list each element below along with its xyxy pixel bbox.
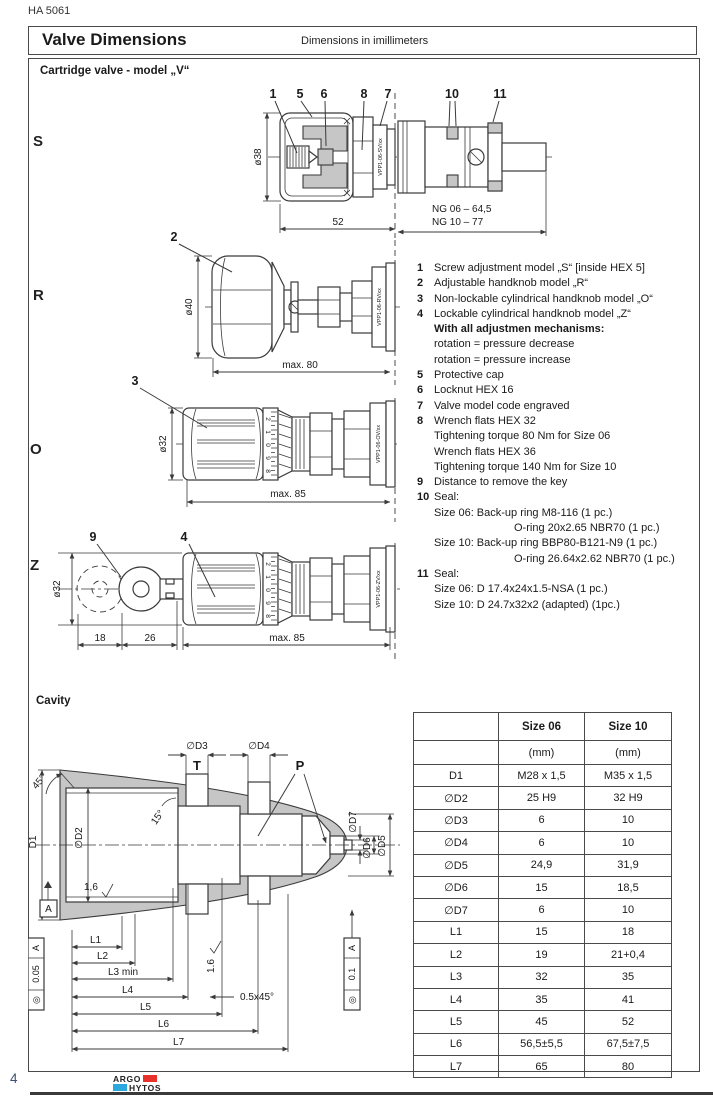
- legend-item: Size 10: D 24.7x32x2 (adapted) (1pc.): [434, 598, 620, 611]
- dim-dia38: ø38: [253, 148, 264, 166]
- valve-drawing-s: [253, 87, 552, 238]
- label-l7: L7: [173, 1037, 185, 1048]
- label-d5: ∅D5: [377, 835, 388, 857]
- argo-hytos-logo: [113, 1074, 161, 1092]
- model-code-o: VPP1-06-OV/xx: [376, 424, 382, 464]
- dim-dia32-z: ø32: [52, 580, 63, 598]
- model-letter-r: R: [33, 287, 44, 304]
- table-row: L4 35 41: [414, 988, 672, 1010]
- table-row: L5 45 52: [414, 1011, 672, 1033]
- legend-item: 7 Valve model code engraved: [417, 399, 570, 412]
- dim-dia32-o: ø32: [158, 435, 169, 453]
- label-l2: L2: [97, 951, 109, 962]
- dim-dia40: ø40: [184, 298, 195, 316]
- dim-max85-o: max. 85: [270, 489, 306, 500]
- callout-2: 2: [170, 230, 178, 244]
- dim-max80: max. 80: [282, 360, 318, 371]
- svg-text:0: 0: [264, 443, 271, 447]
- label-d6: ∅D6: [362, 837, 373, 859]
- legend-item: 11 Seal:: [417, 567, 460, 580]
- valve-drawing-o: [132, 374, 400, 522]
- dim-max85-z: max. 85: [269, 633, 305, 644]
- legend-item: Tightening torque 80 Nm for Size 06: [434, 430, 611, 443]
- cartridge-valve-heading: Cartridge valve - model „V“: [40, 65, 190, 77]
- tolerance-frame-right: [344, 910, 360, 1010]
- table-cell: [414, 741, 499, 765]
- page-number: 4: [10, 1071, 18, 1086]
- dim-ng10: NG 10 – 77: [432, 217, 484, 228]
- port-t-label: T: [193, 758, 201, 773]
- legend-item: 4 Lockable cylindrical handknob model „Z“: [417, 307, 631, 320]
- valve-drawing-z: [52, 530, 400, 662]
- dim-ng06: NG 06 – 64,5: [432, 204, 492, 215]
- svg-text:A: A: [31, 944, 41, 952]
- model-letter-o: O: [30, 441, 42, 458]
- logo-cyan-rect-icon: [113, 1084, 127, 1091]
- legend-item: O-ring 20x2.65 NBR70 (1 pc.): [514, 522, 660, 535]
- dim-52: 52: [332, 217, 344, 228]
- label-15deg: 15°: [149, 808, 167, 827]
- label-l3: L3 min: [108, 967, 139, 978]
- table-row: ∅D3 6 10: [414, 809, 672, 831]
- svg-text:◎: ◎: [31, 996, 41, 1004]
- label-l4: L4: [122, 985, 134, 996]
- legend-item: 8 Wrench flats HEX 32: [417, 414, 536, 427]
- callout-7: 7: [384, 87, 392, 101]
- legend-item: 5 Protective cap: [417, 369, 504, 382]
- callout-6: 6: [320, 87, 328, 101]
- legend-item: Wrench flats HEX 36: [434, 445, 536, 458]
- callout-4: 4: [180, 530, 188, 544]
- dim-26: 26: [144, 633, 156, 644]
- legend-item: Size 06: Back-up ring M8-116 (1 pc.): [434, 506, 613, 519]
- svg-text:1: 1: [264, 575, 271, 579]
- table-row: ∅D5 24,9 31,9: [414, 854, 672, 876]
- svg-text:1: 1: [264, 430, 271, 434]
- svg-text:0: 0: [264, 588, 271, 592]
- header-cell: [414, 713, 499, 741]
- logo-red-rect-icon: [143, 1075, 157, 1082]
- svg-text:2: 2: [264, 417, 271, 421]
- legend-item: 6 Locknut HEX 16: [417, 384, 514, 397]
- cavity-heading: Cavity: [36, 695, 71, 707]
- header-cell: Size 06: [499, 713, 585, 741]
- doc-code: HA 5061: [28, 5, 71, 17]
- page-title: Valve Dimensions: [42, 30, 187, 49]
- table-header-row: [414, 713, 672, 741]
- svg-text:0.1: 0.1: [347, 967, 357, 981]
- table-row: D1 M28 x 1,5 M35 x 1,5: [414, 765, 672, 787]
- table-row: ∅D2 25 H9 32 H9: [414, 787, 672, 809]
- callout-5: 5: [296, 87, 304, 101]
- svg-text:9: 9: [264, 601, 271, 605]
- logo-hytos-text: HYTOS: [129, 1082, 162, 1093]
- label-45deg: 45°: [30, 772, 49, 792]
- table-row: ∅D6 15 18,5: [414, 876, 672, 898]
- model-letter-z: Z: [30, 557, 40, 574]
- label-l5: L5: [140, 1002, 152, 1013]
- table-row: L1 15 18: [414, 921, 672, 943]
- svg-text:8: 8: [264, 614, 271, 618]
- dimensions-table: [413, 712, 672, 1078]
- svg-text:◎: ◎: [347, 996, 357, 1004]
- svg-text:8: 8: [264, 469, 271, 473]
- svg-text:0.05: 0.05: [31, 965, 41, 983]
- table-row: L7 65 80: [414, 1056, 672, 1078]
- dim-18: 18: [94, 633, 106, 644]
- legend-item: 3 Non-lockable cylindrical handknob model „O“: [417, 292, 653, 305]
- table-row: L2 19 21+0,4: [414, 944, 672, 966]
- legend-item: 9 Distance to remove the key: [417, 476, 568, 489]
- callout-9: 9: [89, 530, 97, 544]
- table-row: ∅D4 6 10: [414, 832, 672, 854]
- header-cell: Size 10: [585, 713, 672, 741]
- callout-3: 3: [131, 374, 139, 388]
- legend-item: 10 Seal:: [417, 491, 460, 504]
- svg-text:9: 9: [264, 456, 271, 460]
- model-code-s: VPP1-06-SV/xx: [378, 138, 384, 176]
- model-code-z: VPP1-06-ZV/xx: [376, 570, 382, 608]
- table-cell: (mm): [499, 741, 585, 765]
- legend-item: Size 06: D 17.4x24x1.5-NSA (1 pc.): [434, 583, 608, 596]
- legend-item: 1 Screw adjustment model „S“ [inside HEX 5]: [417, 262, 645, 274]
- callout-8: 8: [360, 87, 368, 101]
- table-row: L3 32 35: [414, 966, 672, 988]
- callout-1: 1: [269, 87, 277, 101]
- cavity-drawing: [28, 741, 400, 1052]
- label-d7: ∅D7: [348, 811, 359, 833]
- logo-argo-text: ARGO: [113, 1073, 141, 1084]
- table-row: ∅D7 6 10: [414, 899, 672, 921]
- label-d2: ∅D2: [74, 827, 85, 849]
- svg-text:A: A: [347, 944, 357, 952]
- model-code-r: VPP1-06-RV/xx: [377, 288, 383, 326]
- callout-11: 11: [493, 87, 507, 101]
- valve-drawing-r: [171, 230, 400, 385]
- table-cell: (mm): [585, 741, 672, 765]
- port-p-label: P: [295, 758, 305, 773]
- legend-item: With all adjustmen mechanisms:: [434, 323, 605, 336]
- label-chamfer: 0.5x45°: [240, 992, 275, 1003]
- legend-item: O-ring 26.64x2.62 NBR70 (1 pc.): [514, 552, 675, 565]
- units-note: Dimensions in imillimeters: [301, 35, 429, 47]
- title-box: [28, 26, 697, 55]
- next-page-rule: [30, 1092, 713, 1095]
- tolerance-frame-left: [28, 938, 44, 1010]
- legend-item: 2 Adjustable handknob model „R“: [417, 277, 589, 290]
- label-roughness-bore: 1.6: [206, 959, 217, 973]
- label-roughness-16: 1,6: [84, 882, 98, 893]
- table-row: L6 56,5±5,5 67,5±7,5: [414, 1033, 672, 1055]
- legend-item: Tightening torque 140 Nm for Size 10: [434, 460, 617, 473]
- legend-item: Size 10: Back-up ring BBP80-B121-N9 (1 pc.): [434, 537, 658, 550]
- parts-legend: [417, 261, 697, 613]
- label-l1: L1: [90, 935, 102, 946]
- legend-item: rotation = pressure decrease: [434, 338, 575, 351]
- svg-text:2: 2: [264, 562, 271, 566]
- datum-a-box: A: [45, 904, 52, 915]
- label-d3: ∅D3: [186, 741, 208, 752]
- legend-item: rotation = pressure increase: [434, 353, 571, 366]
- label-d1: D1: [28, 835, 39, 849]
- label-l6: L6: [158, 1019, 170, 1030]
- model-letter-s: S: [33, 133, 44, 150]
- label-d4: ∅D4: [248, 741, 270, 752]
- callout-10: 10: [445, 87, 459, 101]
- table-units-row: [414, 741, 672, 765]
